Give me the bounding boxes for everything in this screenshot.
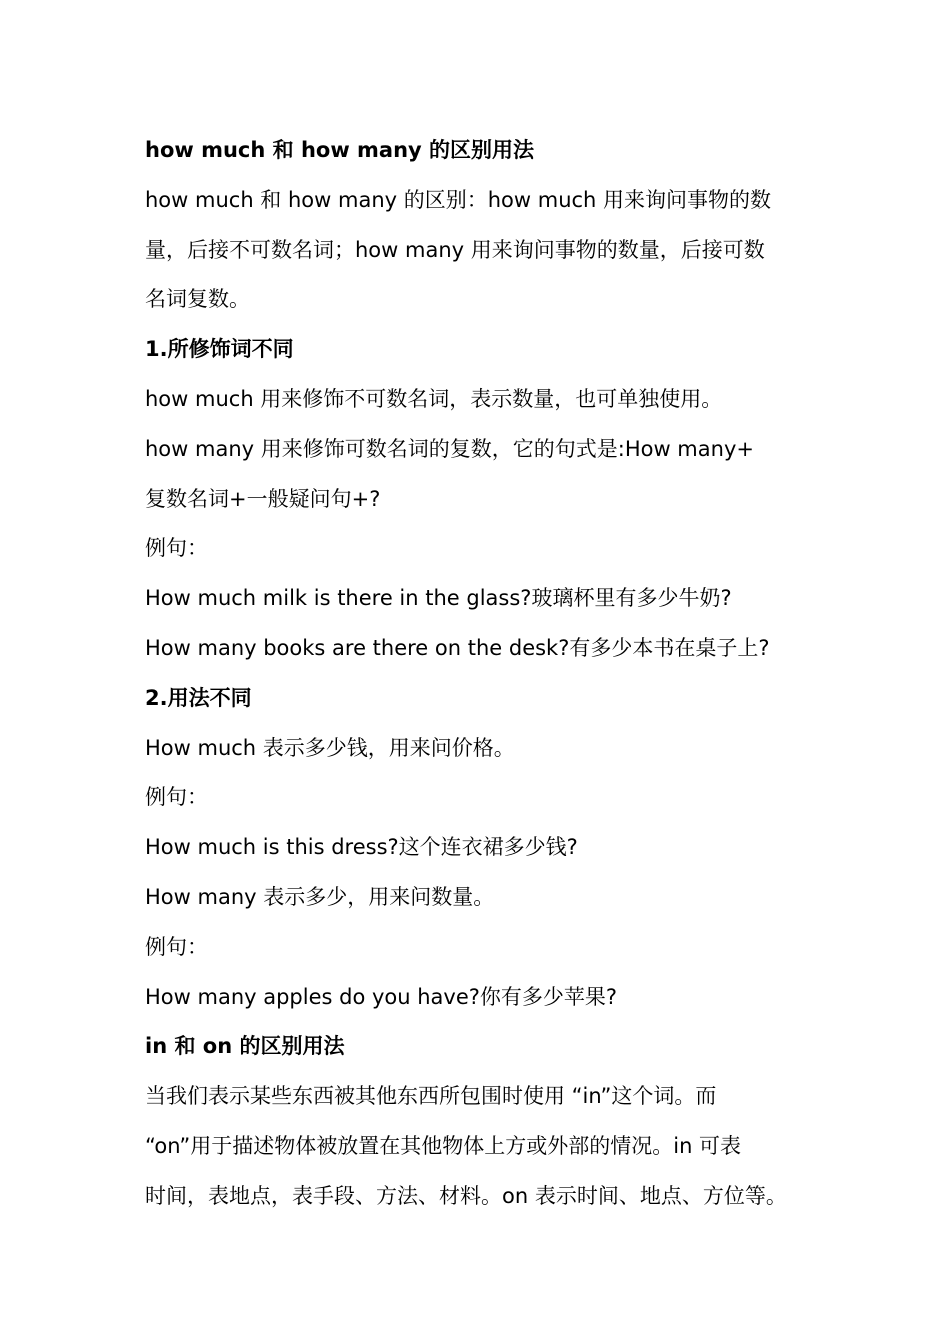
example-sentence: How many apples do you have?你有多少苹果? <box>145 984 618 1009</box>
example-sentence: How much milk is there in the glass?玻璃杯里有多少牛奶? <box>145 586 732 611</box>
paragraph-line: 名词复数。 <box>145 287 250 312</box>
paragraph-line: how much 和 how many 的区别：how much 用来询问事物的数 <box>145 187 772 212</box>
example-label: 例句： <box>145 536 208 561</box>
paragraph-line: how many 用来修饰可数名词的复数，它的句式是:How many+ <box>145 436 754 461</box>
heading-how-much-how-many: how much 和 how many 的区别用法 <box>145 138 535 162</box>
paragraph-line: 时间，表地点，表手段、方法、材料。on 表示时间、地点、方位等。 <box>145 1183 787 1208</box>
subheading-modified-words: 1.所修饰词不同 <box>145 337 294 362</box>
example-label: 例句： <box>145 785 208 810</box>
paragraph-line: How much 表示多少钱，用来问价格。 <box>145 735 515 760</box>
example-sentence: How much is this dress?这个连衣裙多少钱? <box>145 835 578 860</box>
paragraph-line: “on”用于描述物体被放置在其他物体上方或外部的情况。in 可表 <box>145 1133 742 1158</box>
document-body <box>145 126 825 1222</box>
paragraph-line: How many 表示多少，用来问数量。 <box>145 884 495 909</box>
paragraph-line: 复数名词+一般疑问句+? <box>145 486 381 511</box>
paragraph-line: how much 用来修饰不可数名词，表示数量，也可单独使用。 <box>145 386 723 411</box>
paragraph-line: 当我们表示某些东西被其他东西所包围时使用 “in”这个词。而 <box>145 1084 717 1109</box>
paragraph-line: 量，后接不可数名词；how many 用来询问事物的数量，后接可数 <box>145 237 765 262</box>
example-sentence: How many books are there on the desk?有多少本书在桌子上? <box>145 635 770 660</box>
example-label: 例句： <box>145 934 208 959</box>
heading-in-on: in 和 on 的区别用法 <box>145 1034 345 1059</box>
subheading-usage: 2.用法不同 <box>145 685 252 710</box>
